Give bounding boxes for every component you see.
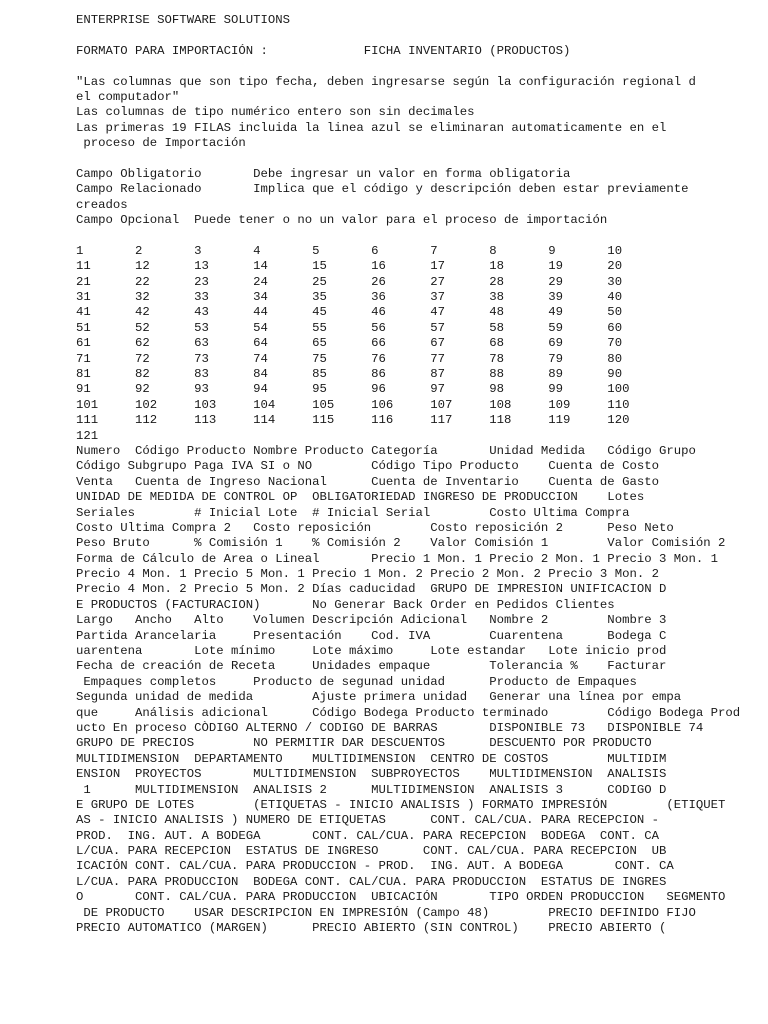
text-line: Precio 4 Mon. 1 Precio 5 Mon. 1 Precio 1 Mon. 2 Precio 2 Mon. 2 Precio 3 Mon. 2 <box>76 567 659 582</box>
text-line: Segunda unidad de medida Ajuste primera unidad Generar una línea por empa <box>76 690 682 705</box>
text-line: 1 MULTIDIMENSION ANALISIS 2 MULTIDIMENSION ANALISIS 3 CODIGO D <box>76 782 667 797</box>
text-line: AS - INICIO ANALISIS ) NUMERO DE ETIQUETAS CONT. CAL/CUA. PARA RECEPCION - <box>76 813 659 828</box>
text-line: ICACIÓN CONT. CAL/CUA. PARA PRODUCCION - PROD. ING. AUT. A BODEGA CONT. CA <box>76 859 674 874</box>
text-line: ENTERPRISE SOFTWARE SOLUTIONS <box>76 13 291 27</box>
text-line: Empaques completos Producto de segunad unidad Producto de Empaques <box>76 674 637 689</box>
text-line: Las columnas de tipo numérico entero son sin decimales <box>76 105 475 120</box>
text-line: Campo Obligatorio Debe ingresar un valor en forma obligatoria <box>76 166 571 181</box>
text-line: 31 32 33 34 35 36 37 38 39 40 <box>76 290 623 305</box>
blank-line <box>76 28 761 43</box>
text-line: Partida Arancelaria Presentación Cod. IVA Cuarentena Bodega C <box>76 628 667 643</box>
text-line: O CONT. CAL/CUA. PARA PRODUCCION UBICACIÓN TIPO ORDEN PRODUCCION SEGMENTO <box>76 890 726 905</box>
text-line: 91 92 93 94 95 96 97 98 99 100 <box>76 382 630 397</box>
text-line: uarentena Lote mínimo Lote máximo Lote estandar Lote inicio prod <box>76 644 667 659</box>
text-line: MULTIDIMENSION DEPARTAMENTO MULTIDIMENSION CENTRO DE COSTOS MULTIDIM <box>76 751 667 766</box>
text-line: FORMATO PARA IMPORTACIÓN : FICHA INVENTARIO (PRODUCTOS) <box>76 43 571 58</box>
text-line: que Análisis adicional Código Bodega Producto terminado Código Bodega Prod <box>76 705 741 720</box>
text-line: 21 22 23 24 25 26 27 28 29 30 <box>76 274 623 289</box>
text-line: UNIDAD DE MEDIDA DE CONTROL OP OBLIGATORIEDAD INGRESO DE PRODUCCION Lotes <box>76 490 645 505</box>
blank-line <box>76 59 761 74</box>
text-line: Las primeras 19 FILAS incluida la linea azul se eliminaran automaticamente en el <box>76 120 667 135</box>
text-line: 61 62 63 64 65 66 67 68 69 70 <box>76 336 623 351</box>
text-line: proceso de Importación <box>76 136 246 151</box>
text-line: ucto En proceso CÒDIGO ALTERNO / CODIGO DE BARRAS DISPONIBLE 73 DISPONIBLE 74 <box>76 720 704 735</box>
text-line: Precio 4 Mon. 2 Precio 5 Mon. 2 Días caducidad GRUPO DE IMPRESION UNIFICACION D <box>76 582 667 597</box>
text-line: PRECIO AUTOMATICO (MARGEN) PRECIO ABIERTO (SIN CONTROL) PRECIO ABIERTO ( <box>76 921 667 936</box>
text-line: Numero Código Producto Nombre Producto Categoría Unidad Medida Código Grupo <box>76 443 696 458</box>
text-line: Fecha de creación de Receta Unidades empaque Tolerancia % Facturar <box>76 659 667 674</box>
text-line: Forma de Cálculo de Area o Lineal Precio 1 Mon. 1 Precio 2 Mon. 1 Precio 3 Mon. 1 <box>76 551 719 566</box>
text-line: 71 72 73 74 75 76 77 78 79 80 <box>76 351 623 366</box>
text-line: 11 12 13 14 15 16 17 18 19 20 <box>76 259 623 274</box>
text-line: creados <box>76 197 128 212</box>
text-line: ENSION PROYECTOS MULTIDIMENSION SUBPROYECTOS MULTIDIMENSION ANALISIS <box>76 767 667 782</box>
text-line: GRUPO DE PRECIOS NO PERMITIR DAR DESCUENTOS DESCUENTO POR PRODUCTO <box>76 736 652 751</box>
text-line: Costo Ultima Compra 2 Costo reposición Costo reposición 2 Peso Neto <box>76 520 674 535</box>
text-line: 81 82 83 84 85 86 87 88 89 90 <box>76 366 623 381</box>
text-line: 111 112 113 114 115 116 117 118 119 120 <box>76 413 630 428</box>
text-line: E GRUPO DE LOTES (ETIQUETAS - INICIO ANALISIS ) FORMATO IMPRESIÓN (ETIQUET <box>76 797 726 812</box>
text-line: L/CUA. PARA RECEPCION ESTATUS DE INGRESO CONT. CAL/CUA. PARA RECEPCION UB <box>76 844 667 859</box>
text-line: Venta Cuenta de Ingreso Nacional Cuenta de Inventario Cuenta de Gasto <box>76 474 659 489</box>
text-line: "Las columnas que son tipo fecha, deben ingresarse según la configuración regional d <box>76 74 696 89</box>
document-body <box>76 13 761 936</box>
text-line: 121 <box>76 428 99 443</box>
text-line: 1 2 3 4 5 6 7 8 9 10 <box>76 243 623 258</box>
text-line: Peso Bruto % Comisión 1 % Comisión 2 Valor Comisión 1 Valor Comisión 2 <box>76 536 726 551</box>
blank-line <box>76 152 761 167</box>
text-line: L/CUA. PARA PRODUCCION BODEGA CONT. CAL/CUA. PARA PRODUCCION ESTATUS DE INGRES <box>76 874 667 889</box>
text-line: Campo Relacionado Implica que el código y descripción deben estar previamente <box>76 182 689 197</box>
text-line: PROD. ING. AUT. A BODEGA CONT. CAL/CUA. PARA RECEPCION BODEGA CONT. CA <box>76 828 659 843</box>
blank-line <box>76 228 761 243</box>
text-line: 41 42 43 44 45 46 47 48 49 50 <box>76 305 623 320</box>
text-line: Campo Opcional Puede tener o no un valor para el proceso de importación <box>76 213 608 228</box>
text-line: Código Subgrupo Paga IVA SI o NO Código Tipo Producto Cuenta de Costo <box>76 459 659 474</box>
text-line: 101 102 103 104 105 106 107 108 109 110 <box>76 397 630 412</box>
text-line: DE PRODUCTO USAR DESCRIPCION EN IMPRESIÓN (Campo 48) PRECIO DEFINIDO FIJO <box>76 905 696 920</box>
text-line: E PRODUCTOS (FACTURACION) No Generar Back Order en Pedidos Clientes <box>76 597 615 612</box>
text-line: Seriales # Inicial Lote # Inicial Serial Costo Ultima Compra <box>76 505 630 520</box>
text-line: Largo Ancho Alto Volumen Descripción Adicional Nombre 2 Nombre 3 <box>76 613 667 628</box>
text-line: el computador" <box>76 89 180 104</box>
text-line: 51 52 53 54 55 56 57 58 59 60 <box>76 320 623 335</box>
